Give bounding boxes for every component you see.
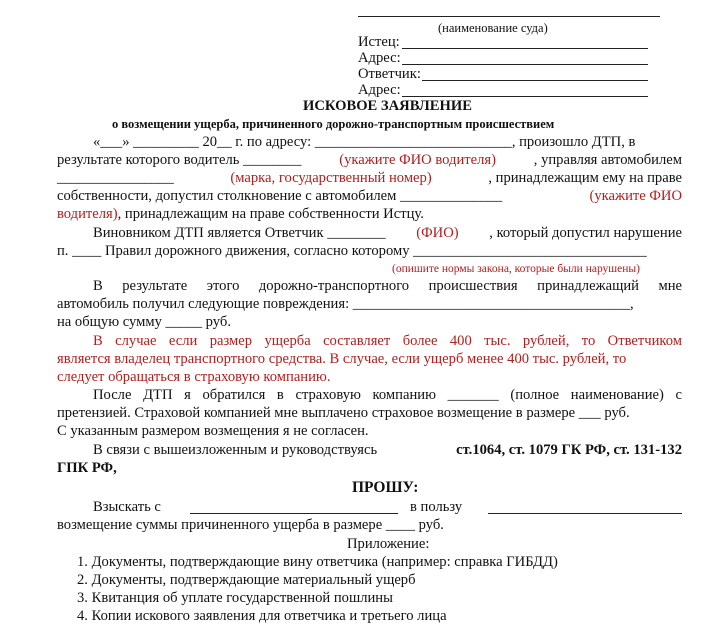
document-subtitle: о возмещении ущерба, причиненного дорожно-транспортным происшествием [112, 117, 555, 131]
attachment-item-3: 3. Квитанция об уплате государственной пошлины [77, 590, 393, 606]
p5-line-3: С указанным размером возмещения я не согласен. [57, 423, 369, 439]
demand-collect-label: Взыскать с [93, 499, 161, 515]
p3-line-2: автомобиль получил следующие повреждения: ______________________________________, [57, 296, 634, 312]
p1-owner-hint: (укажите ФИО [589, 188, 682, 204]
p1-line-2-a: результате которого водитель ________ [57, 152, 302, 168]
attachment-item-1: 1. Документы, подтверждающие вину ответчика (например: справка ГИБДД) [77, 554, 558, 570]
p5-line-1: После ДТП я обратился в страховую компанию _______ (полное наименование) с [93, 387, 682, 403]
plaintiff-line [402, 48, 648, 49]
plaintiff-label: Истец: [358, 34, 400, 50]
document-title: ИСКОВОЕ ЗАЯВЛЕНИЕ [303, 98, 472, 114]
p1-plate-hint: (марка, государственный номер) [230, 170, 432, 186]
p2-line-2: п. ____ Правил дорожного движения, согласно которому ________________________________ [57, 243, 647, 259]
defendant-address-label: Адрес: [358, 82, 401, 98]
p1-line-2-b: , управляя автомобилем [533, 152, 682, 168]
p2-fio-hint: (ФИО) [416, 225, 459, 241]
p1-line-1: «___» _________ 20__ г. по адресу: ___________________________, произошло ДТП, в [93, 134, 636, 150]
p1-line-5 [57, 205, 424, 223]
court-name-line [358, 16, 660, 17]
attachment-item-4: 4. Копии искового заявления для ответчика и третьего лица [77, 608, 447, 624]
plaintiff-address-label: Адрес: [358, 50, 401, 66]
attachment-item-2: 2. Документы, подтверждающие материальный ущерб [77, 572, 416, 588]
demand-favor-label: в пользу [410, 499, 463, 515]
p6-line-1 [93, 441, 682, 459]
defendant-label: Ответчик: [358, 66, 421, 82]
attachments-title: Приложение: [347, 536, 430, 552]
p2-line-1-b: , который допустил нарушение [489, 225, 682, 241]
p1-driver-hint: (укажите ФИО водителя) [339, 152, 496, 168]
p4-line-1: В случае если размер ущерба составляет более 400 тыс. рублей, то Ответчиком [93, 333, 682, 349]
p1-line-2 [57, 151, 682, 169]
p1-owner-hint-cont: водителя) [57, 206, 118, 222]
p6-law-refs: ст.1064, ст. 1079 ГК РФ, ст. 131-132 [456, 442, 682, 458]
demand-plaintiff-line [488, 513, 682, 514]
defendant-line [422, 80, 648, 81]
court-name-caption: (наименование суда) [438, 21, 548, 35]
p3-line-1: В результате этого дорожно-транспортного происшествия принадлежащий мне [93, 278, 682, 294]
p4-line-3: следует обращаться в страховую компанию. [57, 369, 331, 385]
demand-title: ПРОШУ: [352, 479, 419, 496]
p2-line-1-a: Виновником ДТП является Ответчик ________ [93, 225, 386, 241]
p1-line-3-a: ________________ [57, 170, 174, 186]
p2-line-1 [93, 224, 682, 242]
p1-line-4-a: собственности, допустил столкновение с автомобилем ______________ [57, 188, 503, 204]
p6-line-1-a: В связи с вышеизложенным и руководствуясь [93, 442, 378, 458]
p3-line-3: на общую сумму _____ руб. [57, 314, 231, 330]
p5-line-2: претензией. Страховой компанией мне выплачено страховое возмещение в размере ___ руб. [57, 405, 630, 421]
demand-line-2: возмещение суммы причиненного ущерба в размере ____ руб. [57, 517, 444, 533]
p1-line-3 [57, 169, 682, 187]
p4-line-2: является владелец транспортного средства. В случае, если ущерб менее 400 тыс. рублей, то [57, 351, 627, 367]
p1-line-5-b: , принадлежащим на праве собственности Истцу. [117, 206, 424, 222]
demand-defendant-line [190, 513, 398, 514]
p6-line-2: ГПК РФ, [57, 460, 117, 476]
p2-law-hint: (опишите нормы закона, которые были нарушены) [392, 263, 640, 275]
p1-line-4 [57, 187, 682, 205]
p1-line-3-b: , принадлежащим ему на праве [488, 170, 682, 186]
plaintiff-address-line [402, 64, 648, 65]
